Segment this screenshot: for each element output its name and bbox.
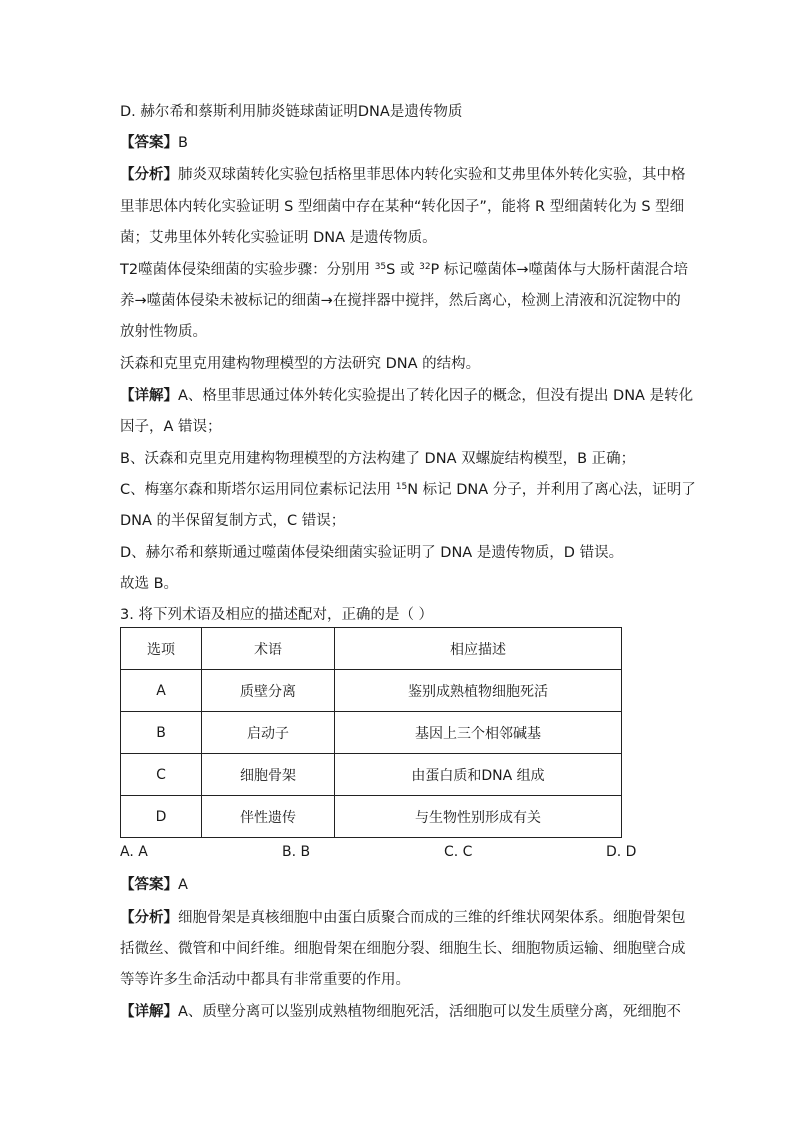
analysis-tag: 【分析】 <box>120 910 178 926</box>
matching-table <box>120 627 622 838</box>
table-row <box>121 754 622 796</box>
table-cell: 与生物性别形成有关 <box>335 796 622 838</box>
option-d-text: D. 赫尔希和蔡斯利用肺炎链球菌证明DNA是遗传物质 <box>120 104 463 120</box>
option-d: D. D <box>606 844 637 860</box>
conclusion-line: 故选 B。 <box>120 576 179 592</box>
table-cell: 伴性遗传 <box>202 796 335 838</box>
analysis-2-line-2: 括微丝、微管和中间纤维。细胞骨架在细胞分裂、细胞生长、细胞物质运输、细胞壁合成 <box>120 941 686 957</box>
table-cell: 细胞骨架 <box>202 754 335 796</box>
answer-tag: 【答案】 <box>120 877 178 893</box>
detail-2-line-1: 【详解】A、质壁分离可以鉴别成熟植物细胞死活，活细胞可以发生质壁分离，死细胞不 <box>120 1004 681 1020</box>
t2-experiment-line-1: T2噬菌体侵染细菌的实验步骤：分别用 $^{35}$S 或 $^{32}$P 标记噬菌体→噬菌体与大肠杆菌混合培 <box>120 262 689 278</box>
watson-crick-line: 沃森和克里克用建构物理模型的方法研究 DNA 的结构。 <box>120 356 481 372</box>
table-cell: 启动子 <box>202 712 335 754</box>
table-cell: C <box>121 754 202 796</box>
header-cell: 术语 <box>202 628 335 670</box>
detail-c-line-2: DNA 的半保留复制方式，C 错误； <box>120 513 346 529</box>
t2-experiment-line-3: 放射性物质。 <box>120 324 207 340</box>
header-cell: 选项 <box>121 628 202 670</box>
analysis-1-line-2: 里菲思体内转化实验证明 S 型细菌中存在某种“转化因子”，能将 R 型细菌转化为 S 型细 <box>120 199 685 215</box>
table-row <box>121 712 622 754</box>
option-a: A. A <box>120 844 148 860</box>
table-row <box>121 670 622 712</box>
option-c: C. C <box>444 844 473 860</box>
table-cell: 基因上三个相邻碱基 <box>335 712 622 754</box>
header-cell: 相应描述 <box>335 628 622 670</box>
analysis-2-line-3: 等等许多生命活动中都具有非常重要的作用。 <box>120 972 410 988</box>
table-cell: 质壁分离 <box>202 670 335 712</box>
table-cell: B <box>121 712 202 754</box>
question-3-stem: 3. 将下列术语及相应的描述配对，正确的是（ ） <box>120 607 434 623</box>
detail-c-line-1: C、梅塞尔森和斯塔尔运用同位素标记法用 $^{15}$N 标记 DNA 分子，并利用了离心法，证明了 <box>120 482 696 498</box>
table-cell: 鉴别成熟植物细胞死活 <box>335 670 622 712</box>
option-b: B. B <box>282 844 311 860</box>
detail-d-line: D、赫尔希和蔡斯通过噬菌体侵染细菌实验证明了 DNA 是遗传物质，D 错误。 <box>120 545 624 561</box>
detail-tag: 【详解】 <box>120 1004 178 1020</box>
t2-experiment-line-2: 养→噬菌体侵染未被标记的细菌→在搅拌器中搅拌，然后离心，检测上清液和沉淀物中的 <box>120 293 681 309</box>
detail-tag: 【详解】 <box>120 388 178 404</box>
detail-1-line-2: 因子，A 错误； <box>120 419 222 435</box>
analysis-tag: 【分析】 <box>120 167 178 183</box>
table-cell: A <box>121 670 202 712</box>
analysis-1-line-1: 【分析】肺炎双球菌转化实验包括格里菲思体内转化实验和艾弗里体外转化实验，其中格 <box>120 167 686 183</box>
table-cell: D <box>121 796 202 838</box>
answer-2: 【答案】A <box>120 877 188 893</box>
table-header-row <box>121 628 622 670</box>
superscript-32: 32 <box>419 262 431 272</box>
detail-1-line-1: 【详解】A、格里菲思通过体外转化实验提出了转化因子的概念，但没有提出 DNA 是转化 <box>120 388 694 404</box>
answer-options <box>120 844 640 864</box>
table-cell: 由蛋白质和DNA 组成 <box>335 754 622 796</box>
analysis-2-line-1: 【分析】细胞骨架是真核细胞中由蛋白质聚合而成的三维的纤维状网架体系。细胞骨架包 <box>120 910 686 926</box>
superscript-15: 15 <box>395 482 408 492</box>
answer-tag: 【答案】 <box>120 135 178 151</box>
detail-b-line: B、沃森和克里克用建构物理模型的方法构建了 DNA 双螺旋结构模型，B 正确； <box>120 451 636 467</box>
table-row <box>121 796 622 838</box>
answer-1: 【答案】B <box>120 135 188 151</box>
analysis-1-line-3: 菌；艾弗里体外转化实验证明 DNA 是遗传物质。 <box>120 230 437 246</box>
superscript-35: 35 <box>374 262 387 272</box>
